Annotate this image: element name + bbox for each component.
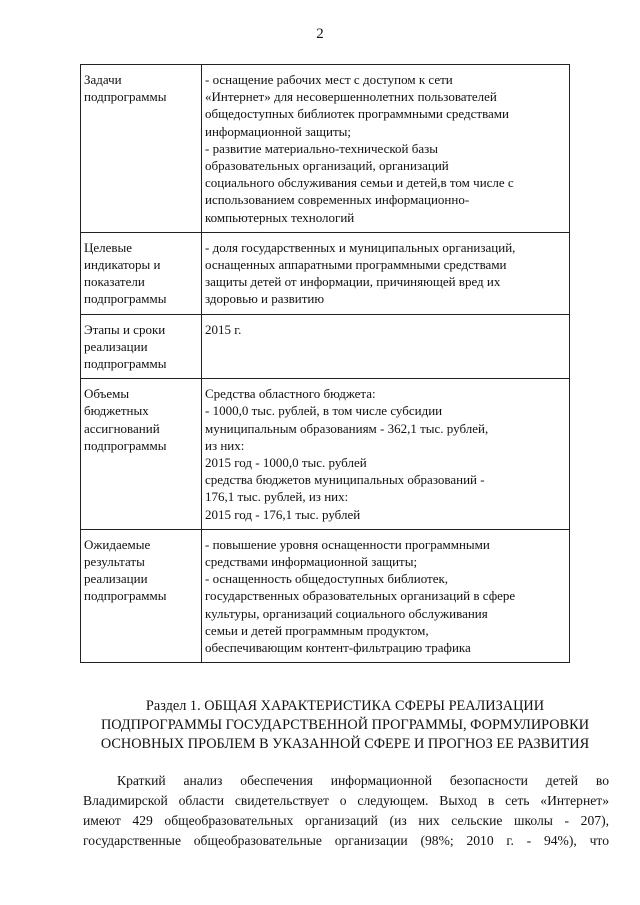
- row-content-cell: [202, 529, 570, 662]
- row-content-line: - доля государственных и муниципальных организаций,: [205, 239, 516, 255]
- row-label-line: Целевые: [84, 239, 133, 255]
- row-content-line: социального обслуживания семьи и детей,в том числе с: [205, 175, 514, 191]
- row-content-line: здоровью и развитию: [205, 291, 325, 307]
- row-label-line: подпрограммы: [84, 437, 167, 453]
- row-content-line: общедоступных библиотек программными средствами: [205, 106, 509, 122]
- table-row: [81, 379, 570, 530]
- row-label-cell: [81, 65, 202, 233]
- table-row: [81, 314, 570, 379]
- row-content-line: муниципальным образованиям - 362,1 тыс. рублей,: [205, 420, 489, 436]
- row-content-cell: [202, 314, 570, 379]
- row-label-line: подпрограммы: [84, 291, 167, 307]
- row-content-cell: [202, 379, 570, 530]
- row-content-line: - оснащенность общедоступных библиотек,: [205, 571, 449, 587]
- body-line: имеют 429 общеобразовательных организаций (из них сельские школы - 207),: [83, 813, 609, 828]
- row-content-line: обеспечивающим контент-фильтрацию трафика: [205, 640, 471, 656]
- row-label-line: показатели: [84, 274, 145, 290]
- row-label-cell: [81, 529, 202, 662]
- row-content-line: использованием современных информационно-: [205, 192, 470, 208]
- row-content-line: информационной защиты;: [205, 123, 351, 139]
- row-content-line: 176,1 тыс. рублей, из них:: [205, 489, 349, 505]
- row-content-line: - повышение уровня оснащенности программными: [205, 536, 490, 552]
- row-label-line: реализации: [84, 571, 148, 587]
- row-content-line: 2015 год - 1000,0 тыс. рублей: [205, 455, 367, 471]
- row-label-line: индикаторы и: [84, 257, 161, 273]
- row-content-cell: [202, 232, 570, 314]
- section-heading-line: Раздел 1. ОБЩАЯ ХАРАКТЕРИСТИКА СФЕРЫ РЕАЛИЗАЦИИ: [145, 698, 545, 714]
- table-row: [81, 232, 570, 314]
- row-content-line: - оснащение рабочих мест с доступом к сети: [205, 72, 453, 87]
- row-content-line: культуры, организаций социального обслуживания: [205, 605, 488, 621]
- row-content-line: компьютерных технологий: [205, 209, 355, 225]
- row-label-line: подпрограммы: [84, 89, 167, 105]
- row-content-line: из них:: [205, 437, 245, 453]
- subprogram-passport-table: [80, 64, 570, 663]
- row-content-line: государственных образовательных организаций в сфере: [205, 588, 516, 604]
- page-number: 2: [316, 26, 324, 42]
- row-content-line: образовательных организаций, организаций: [205, 158, 449, 174]
- row-label-line: результаты: [84, 554, 145, 570]
- row-label-line: ассигнований: [84, 420, 160, 436]
- section-heading-line: ОСНОВНЫХ ПРОБЛЕМ В УКАЗАННОЙ СФЕРЕ И ПРОГНОЗ ЕЕ РАЗВИТИЯ: [100, 736, 590, 752]
- table-row: [81, 65, 570, 233]
- row-label-line: подпрограммы: [84, 588, 167, 604]
- row-content-line: - развитие материально-технической базы: [205, 140, 439, 156]
- row-label-cell: [81, 379, 202, 530]
- row-label-line: Задачи: [84, 72, 122, 87]
- row-content-line: средства бюджетов муниципальных образований -: [205, 472, 485, 488]
- row-label-line: реализации: [84, 338, 148, 354]
- row-content-line: «Интернет» для несовершеннолетних пользователей: [205, 89, 497, 105]
- body-line: Владимирской области свидетельствует о следующем. Выход в сеть «Интернет»: [83, 793, 609, 808]
- row-content-line: 2015 г.: [205, 321, 242, 337]
- body-line: государственные общеобразовательные организации (98%; 2010 г. - 94%), что: [83, 833, 609, 848]
- row-label-line: Ожидаемые: [84, 536, 151, 552]
- row-content-line: семьи и детей программным продуктом,: [205, 622, 429, 638]
- row-label-line: подпрограммы: [84, 356, 167, 372]
- row-content-line: средствами информационной защиты;: [205, 554, 418, 570]
- body-line: Краткий анализ обеспечения информационной безопасности детей во: [117, 773, 609, 788]
- row-content-line: защиты детей от информации, причиняющей вред их: [205, 274, 501, 290]
- row-label-line: бюджетных: [84, 403, 149, 419]
- row-content-cell: [202, 65, 570, 233]
- body-paragraph: [83, 771, 609, 851]
- section-heading: [60, 697, 630, 754]
- row-label-line: Этапы и сроки: [84, 321, 166, 337]
- row-content-line: оснащенных аппаратными программными средствами: [205, 257, 507, 273]
- table-row: [81, 529, 570, 662]
- row-label-cell: [81, 314, 202, 379]
- row-label-cell: [81, 232, 202, 314]
- row-content-line: 2015 год - 176,1 тыс. рублей: [205, 506, 361, 522]
- row-label-line: Объемы: [84, 386, 130, 402]
- section-heading-line: ПОДПРОГРАММЫ ГОСУДАРСТВЕННОЙ ПРОГРАММЫ, ФОРМУЛИРОВКИ: [100, 717, 590, 733]
- row-content-line: - 1000,0 тыс. рублей, в том числе субсидии: [205, 403, 443, 419]
- row-content-line: Средства областного бюджета:: [205, 386, 376, 402]
